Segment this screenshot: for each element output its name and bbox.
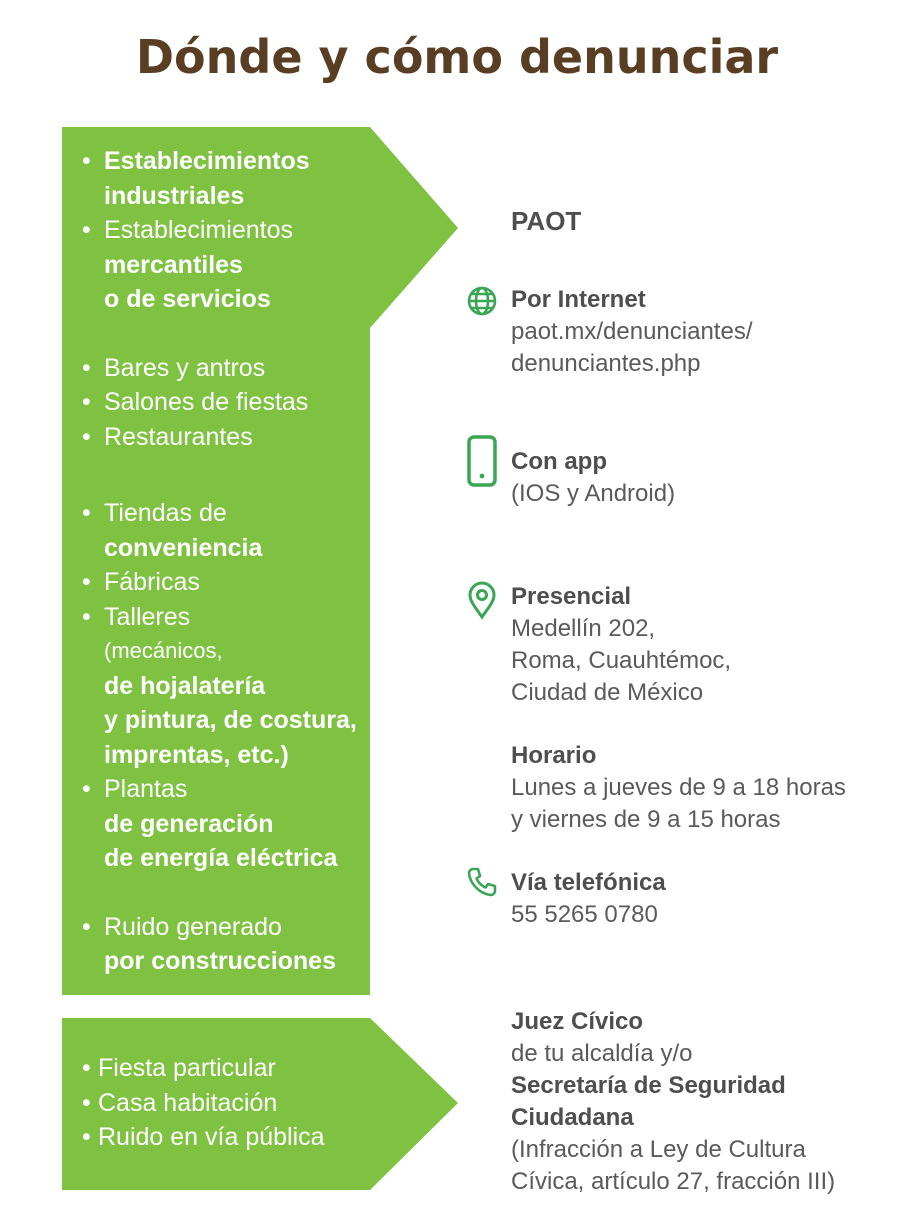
horario-section: Horario Lunes a jueves de 9 a 18 horas y viernes de 9 a 15 horas [511, 742, 846, 833]
list-item: • Salones de fiestas [82, 385, 362, 420]
list-item: • Talleres (mecánicos, de hojalatería y pintura, de costura, imprentas, etc.) [82, 600, 362, 773]
list-item: • Tiendas de conveniencia [82, 496, 362, 565]
smartphone-icon [466, 434, 498, 488]
list-item: • Ruido en vía pública [82, 1120, 402, 1155]
list-item: • Fiesta particular [82, 1051, 402, 1086]
juez-cases-list [82, 1051, 402, 1155]
internet-link-cont[interactable]: denunciantes.php [511, 350, 701, 377]
phone-icon [466, 866, 498, 898]
phone-number[interactable]: 55 5265 0780 [511, 901, 658, 928]
page-title: Dónde y cómo denunciar [135, 30, 779, 84]
internet-link[interactable]: paot.mx/denunciantes/ [511, 318, 753, 345]
list-item: • Plantas de generación de energía eléctrica [82, 772, 362, 876]
paot-heading: PAOT [511, 206, 582, 236]
location-pin-icon [466, 580, 498, 620]
app-section: Con app (IOS y Android) [511, 448, 676, 507]
juez-section: Juez Cívico de tu alcaldía y/o Secretaría de Seguridad Ciudadana (Infracción a Ley de Cultura Cívica, artículo 27, fracción III) [511, 1008, 836, 1195]
list-item: • Ruido generado por construcciones [82, 910, 362, 979]
list-item: • Restaurantes [82, 420, 362, 455]
list-item: • Fábricas [82, 565, 362, 600]
paot-cases-list [82, 144, 362, 979]
internet-section: Por Internet paot.mx/denunciantes/ denunciantes.php [511, 284, 753, 380]
presencial-section: Presencial Medellín 202, Roma, Cuauhtémoc, Ciudad de México [511, 583, 732, 706]
list-item: • Casa habitación [82, 1086, 402, 1121]
telefono-section: Vía telefónica 55 5265 0780 [511, 867, 666, 931]
list-item: • Establecimientos industriales [82, 144, 362, 213]
list-item: • Establecimientos mercantiles o de servicios [82, 213, 362, 317]
list-item: • Bares y antros [82, 351, 362, 386]
globe-icon [466, 285, 498, 317]
